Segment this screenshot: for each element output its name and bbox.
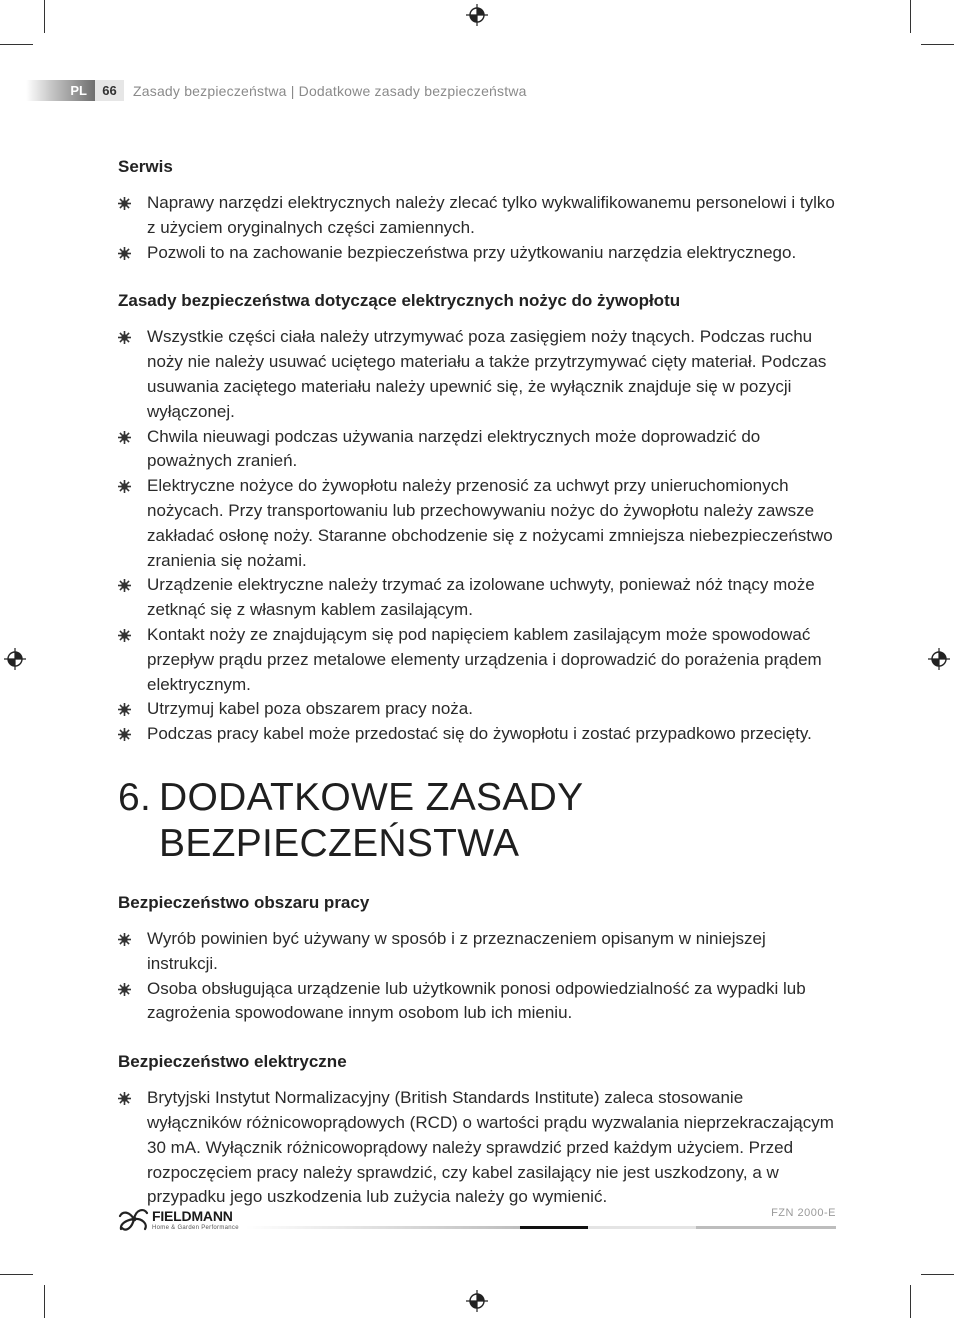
brand-name: FIELDMANN [152,1208,233,1224]
chapter-number: 6. [118,775,152,819]
list-item [118,191,838,241]
list-item [118,241,838,266]
crop-mark [0,1274,33,1275]
list-item [118,1086,838,1210]
list-item [118,977,838,1027]
footer-rule [696,1226,836,1229]
bullet-icon [118,983,131,996]
list-item-text: Elektryczne nożyce do żywopłotu należy przenosić za uchwyt przy unieruchomionych nożycach. Przy transportowaniu lub przechowywaniu nożyc do żywopłotu należy zawsze zakładać osłonę noży. Staranne obchodzenie się z nożycami zmniejsza niebezpieczeństwo zranienia się nożami. [147,476,833,570]
bullet-icon [118,933,131,946]
registration-mark-icon [4,648,26,670]
list-item-text: Wszystkie części ciała należy utrzymywać poza zasięgiem noży tnących. Podczas ruchu noży nie należy usuwać uciętego materiału a także przytrzymywać cięty materiał. Podczas usuwania zaciętego materiału należy upewnić się, że wyłącznik znajduje się w pozycji wyłączonej. [147,327,827,421]
bullet-icon [118,703,131,716]
serwis-list [118,191,838,265]
list-item-text: Utrzymuj kabel poza obszarem pracy noża. [147,699,473,719]
registration-mark-icon [466,4,488,26]
list-item-text: Osoba obsługująca urządzenie lub użytkownik ponosi odpowiedzialność za wypadki lub zagrożenia spowodowane innym osobom lub ich mieniu. [147,978,806,1023]
crop-mark [921,44,954,45]
crop-mark [910,1285,911,1318]
list-item-text: Naprawy narzędzi elektrycznych należy zlecać tylko wykwalifikowanemu personelowi i tylko z użyciem oryginalnych części zamiennych. [147,193,835,237]
crop-mark [910,0,911,33]
list-item-text: Pozwoli to na zachowanie bezpieczeństwa przy użytkowaniu narzędzia elektrycznego. [147,242,797,262]
language-tab: PL [26,80,95,101]
chapter-heading [118,775,838,867]
hedge-list [118,325,838,747]
bullet-icon [118,579,131,592]
footer-rule [246,1226,520,1229]
fan-logo-icon [118,1204,150,1234]
list-item-text: Podczas pracy kabel może przedostać się do żywopłotu i zostać przypadkowo przecięty. [147,724,812,744]
crop-mark [44,1285,45,1318]
list-item [118,697,838,722]
bullet-icon [118,197,131,210]
list-item-text: Urządzenie elektryczne należy trzymać za izolowane uchwyty, ponieważ nóż tnący może zetknąć się z własnym kablem zasilającym. [147,575,815,620]
list-item-text: Kontakt noży ze znajdującym się pod napięciem kablem zasilającym może spowodować przepływ prądu przez metalowe elementy urządzenia i doprowadzić do porażenia prądem elektrycznym. [147,624,822,694]
chapter-title-line-2: BEZPIECZEŃSTWA [159,821,520,865]
list-item-text: Brytyjski Instytut Normalizacyjny (British Standards Institute) zaleca stosowanie wyłączników różnicowoprądowych (RCD) o wartości prądu wyzwalania nieprzekraczającym 30 mA. Wyłącznik różnicowoprądowy należy sprawdzić przed każdym użyciem. Przed rozpoczęciem pracy należy sprawdzić, czy kabel zasilający nie jest uszkodzony, a w przypadku jego uszkodzenia lub zużycia należy go wymienić. [147,1088,834,1207]
list-item [118,474,838,573]
page-content [118,155,838,1210]
bullet-icon [118,629,131,642]
footer-rule [588,1226,696,1229]
crop-mark [44,0,45,33]
section-title-serwis: Serwis [118,157,173,176]
bullet-icon [118,728,131,741]
list-item [118,325,838,424]
list-item [118,573,838,623]
crop-mark [921,1274,954,1275]
list-item-text: Chwila nieuwagi podczas używania narzędzi elektrycznych może doprowadzić do poważnych zranień. [147,426,761,471]
list-item [118,623,838,697]
crop-mark [0,44,33,45]
bullet-icon [118,247,131,260]
registration-mark-icon [928,648,950,670]
model-number: FZN 2000-E [771,1207,836,1219]
electric-list [118,1086,838,1210]
section-title-electric: Bezpieczeństwo elektryczne [118,1052,347,1072]
bullet-icon [118,431,131,444]
bullet-icon [118,480,131,493]
fieldmann-logo [118,1204,246,1236]
running-header: Zasady bezpieczeństwa | Dodatkowe zasady bezpieczeństwa [133,83,527,99]
brand-tagline: Home & Garden Performance [152,1225,239,1231]
list-item [118,927,838,977]
registration-mark-icon [466,1290,488,1312]
chapter-title-line-1: DODATKOWE ZASADY [159,775,584,819]
footer-rule [520,1226,588,1229]
list-item-text: Wyrób powinien być używany w sposób i z przeznaczeniem opisanym w niniejszej instrukcji. [147,928,766,973]
section-title-hedge: Zasady bezpieczeństwa dotyczące elektrycznych nożyc do żywopłotu [118,291,681,311]
bullet-icon [118,331,131,344]
page-number: 66 [95,80,124,101]
workarea-list [118,927,838,1026]
section-title-workarea: Bezpieczeństwo obszaru pracy [118,892,370,912]
list-item [118,722,838,747]
list-item [118,425,838,475]
bullet-icon [118,1092,131,1105]
